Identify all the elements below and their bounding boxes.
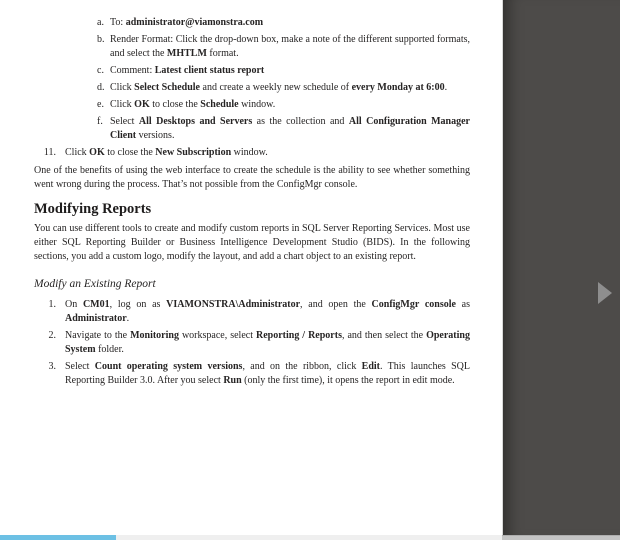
list-marker: f.	[97, 116, 103, 127]
list-item	[97, 81, 470, 95]
paragraph: You can use different tools to create and modify custom reports in SQL Server Reporting Services. Most use either SQL Reporting Builder or Business Intelligence Development Studio (BIDS). In the following sections, you add a custom logo, modify the layout, and add a chart object to an existing report.	[34, 223, 470, 262]
progress-bar-panel-shade	[502, 535, 620, 540]
list-item	[34, 298, 470, 326]
section-heading: Modifying Reports	[34, 201, 152, 217]
list-marker: 3.	[48, 361, 56, 372]
list-item	[34, 146, 470, 160]
list-item-text: On CM01, log on as VIAMONSTRA\Administrator, and open the ConfigMgr console as Administrator.	[65, 299, 471, 324]
list-item	[34, 329, 470, 357]
page-content	[34, 16, 470, 391]
paragraph: One of the benefits of using the web interface to create the schedule is the ability to see whether something went wrong during the process. That’s not possible from the ConfigMgr console.	[34, 165, 470, 190]
reading-progress-fill	[0, 535, 116, 540]
reader-side-panel	[502, 0, 620, 535]
reading-progress-bar[interactable]	[0, 535, 620, 540]
list-item	[97, 16, 470, 30]
list-marker: b.	[97, 34, 105, 45]
list-item-text: Comment: Latest client status report	[110, 65, 265, 76]
list-item	[97, 33, 470, 61]
list-item	[97, 64, 470, 78]
list-item-text: Select All Desktops and Servers as the collection and All Configuration Manager Client versions.	[110, 116, 470, 141]
list-item-text: Click OK to close the New Subscription window.	[65, 147, 268, 158]
list-item	[97, 115, 470, 143]
list-marker: a.	[97, 17, 104, 28]
list-item-text: To: administrator@viamonstra.com	[110, 17, 264, 28]
list-item-text: Click OK to close the Schedule window.	[110, 99, 276, 110]
list-marker: e.	[97, 99, 104, 110]
list-item-text: Click Select Schedule and create a weekly new schedule of every Monday at 6:00.	[110, 82, 448, 93]
list-item-text: Select Count operating system versions, and on the ribbon, click Edit. This launches SQL Reporting Builder 3.0. After you select Run (only the first time), it opens the report in edit mode.	[65, 361, 470, 386]
list-marker: 1.	[48, 299, 56, 310]
list-marker: c.	[97, 65, 104, 76]
next-page-icon[interactable]	[598, 282, 612, 304]
list-marker: d.	[97, 82, 105, 93]
list-item	[97, 98, 470, 112]
list-marker: 2.	[48, 330, 56, 341]
list-item-text: Navigate to the Monitoring workspace, select Reporting / Reports, and then select the Operating System folder.	[65, 330, 470, 355]
list-marker: 11.	[43, 147, 56, 158]
list-item-text: Render Format: Click the drop-down box, make a note of the different supported formats, and select the MHTLM format.	[110, 34, 470, 59]
list-item	[34, 360, 470, 388]
subsection-heading: Modify an Existing Report	[34, 278, 156, 290]
